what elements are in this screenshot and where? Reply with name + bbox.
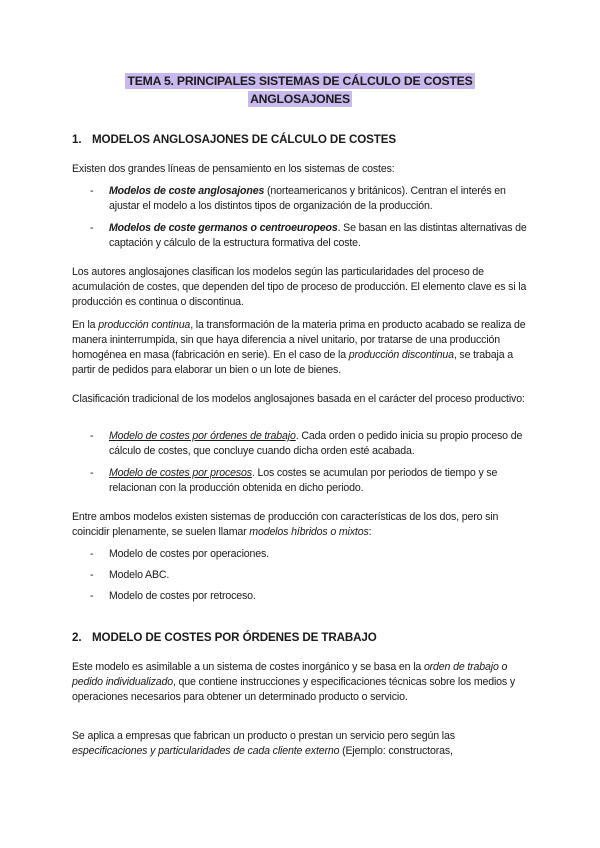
bullet-germanos xyxy=(109,221,529,251)
s2p2-term-cliente: especificaciones y particularidades de cada cliente externo xyxy=(72,745,340,757)
section-1-heading xyxy=(72,133,397,146)
bullet-mark: - xyxy=(90,569,94,581)
desc-anglosajones: (norteamericanos y británicos). Centran el interés en ajustar el modelo a los distintos tipos de organización de la producción. xyxy=(109,185,506,212)
s2p2-a: Se aplica a empresas que fabrican un producto o prestan un servicio pero según las xyxy=(72,730,455,742)
bullet-anglosajones xyxy=(109,184,529,214)
s2p1-term-orden: orden de trabajo o pedido individualizado xyxy=(72,661,508,688)
bullet-mark: - xyxy=(90,467,94,479)
para2-e: , se trabaja a partir de pedidos para elaborar un bien o un lote de bienes. xyxy=(72,349,513,376)
section-1-paragraph-1: Los autores anglosajones clasifican los modelos según las particularidades del proceso de acumulación de costes, que dependen del tipo de proceso de producción. El elemento clave es si la producción es continua o discontinua. xyxy=(72,266,527,308)
bullet-ordenes xyxy=(109,429,529,459)
s2p1-c: , que contiene instrucciones y especificaciones técnicas sobre los medios y operaciones necesarios para obtener un determinado producto o servicio. xyxy=(72,676,516,703)
bullet-mark: - xyxy=(90,430,94,442)
para2-term-continua: producción continua xyxy=(98,319,191,331)
s2p1-a: Este modelo es asimilable a un sistema de costes inorgánico y se basa en la xyxy=(72,661,424,673)
bullet-procesos xyxy=(109,466,529,496)
para4-term-hibridos: modelos híbridos o mixtos xyxy=(249,526,369,538)
section-2-heading-text: MODELO DE COSTES POR ÓRDENES DE TRABAJO xyxy=(92,631,377,644)
section-1-number: 1. xyxy=(72,133,82,146)
term-procesos: Modelo de costes por procesos xyxy=(109,467,252,479)
list-item: Modelo de costes por retroceso. xyxy=(109,590,256,602)
bullet-mark: - xyxy=(90,590,94,602)
section-1-paragraph-4 xyxy=(72,510,530,540)
para4-c: : xyxy=(368,526,372,538)
para2-a: En la xyxy=(72,319,99,331)
para2-term-discontinua: producción discontinua xyxy=(348,349,454,361)
list-item: Modelo ABC. xyxy=(109,569,170,581)
title-line-1: TEMA 5. PRINCIPALES SISTEMAS DE CÁLCULO DE COSTES xyxy=(127,74,473,88)
list-item: Modelo de costes por operaciones. xyxy=(109,548,269,560)
section-2-number: 2. xyxy=(72,631,82,644)
bullet-mark: - xyxy=(90,222,94,234)
section-1-paragraph-3: Clasificación tradicional de los modelos anglosajones basada en el carácter del proceso productivo: xyxy=(72,393,525,405)
s2p2-c: (Ejemplo: constructoras, xyxy=(339,745,453,757)
desc-procesos: . Los costes se acumulan por periodos de tiempo y se relacionan con la producción obtenida en dicho periodo. xyxy=(109,467,498,494)
section-2-paragraph-2 xyxy=(72,729,530,759)
bullet-mark: - xyxy=(90,548,94,560)
para2-c: , la transformación de la materia prima en producto acabado se realiza de manera ininterrumpida, sin que haya diferencia a nivel unitario, por tratarse de una producción homogénea en masa (fabricación en serie). En el caso de la xyxy=(72,319,526,361)
term-ordenes: Modelo de costes por órdenes de trabajo xyxy=(109,430,296,442)
title-line-2: ANGLOSAJONES xyxy=(250,92,350,106)
desc-ordenes: . Cada orden o pedido inicia su propio proceso de cálculo de costes, que concluye cuando dicha orden esté acabada. xyxy=(109,430,523,457)
section-1-paragraph-2 xyxy=(72,318,530,378)
para4-a: Entre ambos modelos existen sistemas de producción con características de los dos, pero sin coincidir plenamente, se suelen llamar xyxy=(72,511,499,538)
section-1-intro: Existen dos grandes líneas de pensamiento en los sistemas de costes: xyxy=(72,163,395,175)
bullet-mark: - xyxy=(90,185,94,197)
section-2-paragraph-1 xyxy=(72,660,530,705)
term-anglosajones: Modelos de coste anglosajones xyxy=(109,185,265,197)
document-title xyxy=(0,72,600,108)
section-1-heading-text: MODELOS ANGLOSAJONES DE CÁLCULO DE COSTES xyxy=(92,133,397,146)
desc-germanos: . Se basan en las distintas alternativas de captación y cálculo de la estructura formativa del coste. xyxy=(109,222,527,249)
section-2-heading xyxy=(72,631,377,644)
term-germanos: Modelos de coste germanos o centroeuropeos xyxy=(109,222,338,234)
